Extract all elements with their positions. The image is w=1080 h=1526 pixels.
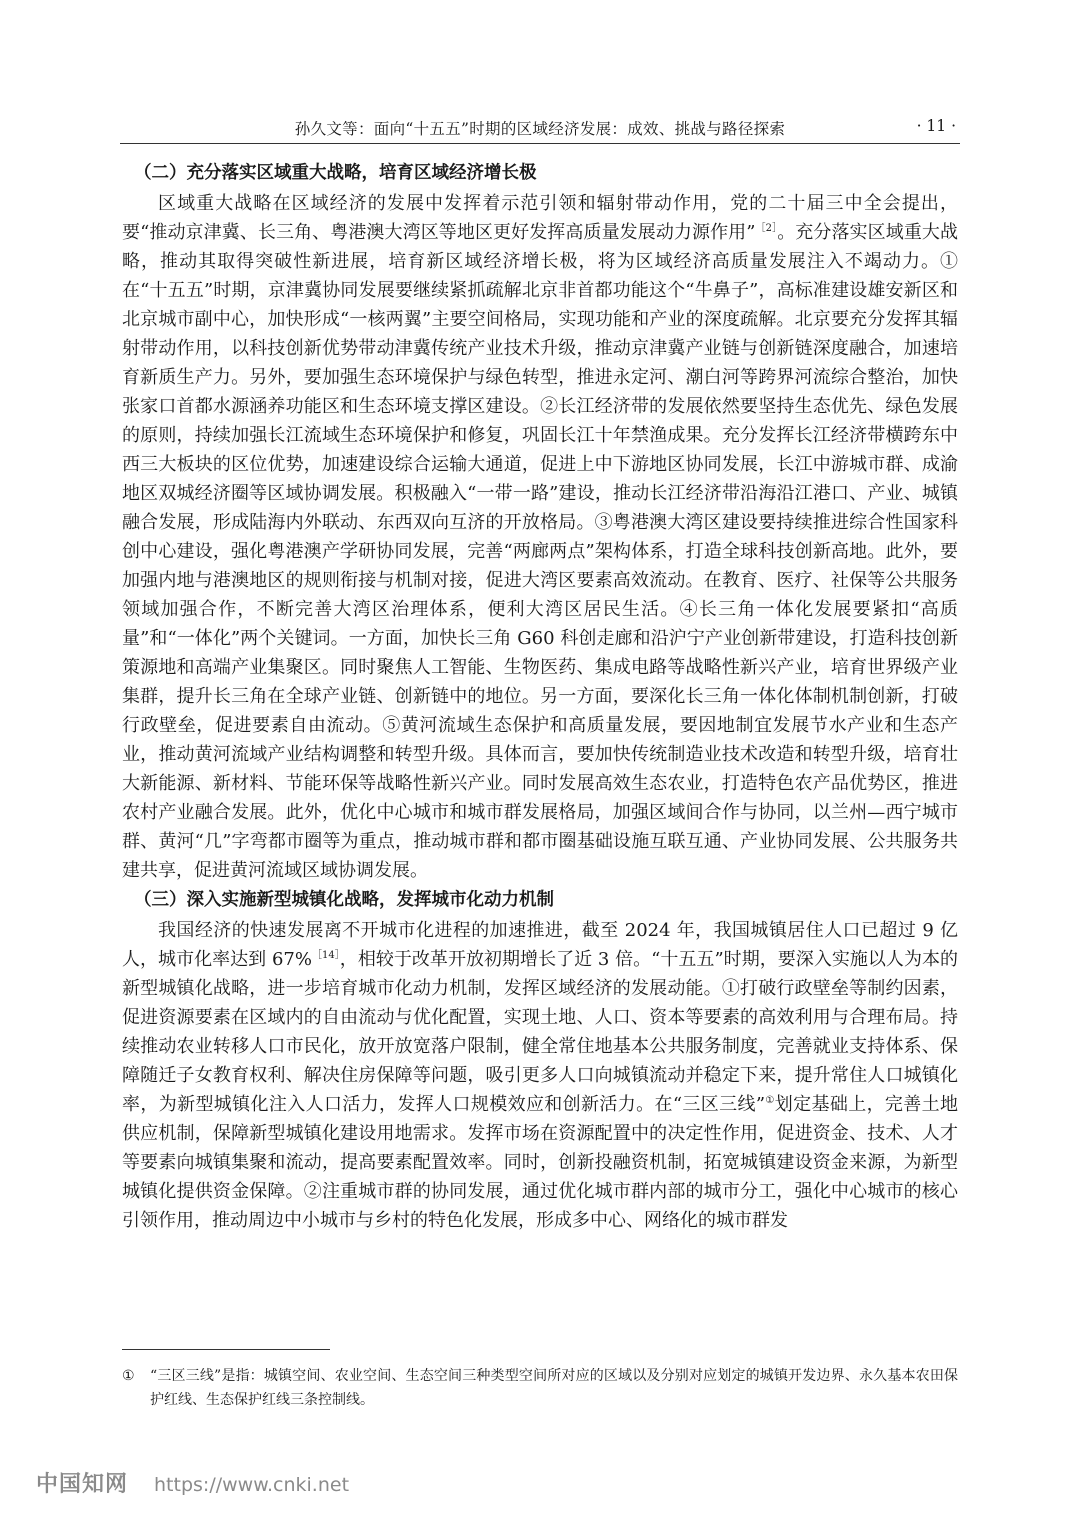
section-2-heading: （二）充分落实区域重大战略，培育区域经济增长极 — [134, 163, 537, 183]
section-3-text-c: 划定基础上，完善土地供应机制，保障新型城镇化建设用地需求。发挥市场在资源配置中的决定性作用，促进资金、技术、人才等要素向城镇集聚和流动，提高要素配置效率。同时，创新投融资机制，拓宽城镇建设资金来源，为新型城镇化提供资金保障。②注重城市群的协同发展，通过优化城市群内部的城市分工，强化中心城市的核心引领作用，推动周边中小城市与乡村的特色化发展，形成多中心、网络化的城市群发 — [122, 1094, 959, 1231]
running-title: 孙久文等：面向“十五五”时期的区域经济发展：成效、挑战与路径探索 — [294, 120, 786, 138]
running-header — [120, 111, 960, 144]
article-body — [122, 158, 958, 1235]
footnote-reference[interactable]: ① — [765, 1095, 775, 1106]
cnki-logo: 中国知网 — [36, 1472, 129, 1497]
section-2-text-a: 区域重大战略在区域经济的发展中发挥着示范引领和辐射带动作用，党的二十届三中全会提出，要“推动京津冀、长三角、粤港澳大湾区等地区更好发挥高质量发展动力源作用” — [122, 193, 958, 243]
section-3-paragraph — [122, 916, 958, 1235]
footnote-divider — [122, 1349, 330, 1350]
footnote — [122, 1364, 958, 1412]
section-3-heading: （三）深入实施新型城镇化战略，发挥城市化动力机制 — [134, 890, 554, 910]
citation-2[interactable]: ［2］ — [755, 223, 778, 234]
footnote-text: “三区三线”是指：城镇空间、农业空间、生态空间三种类型空间所对应的区域以及分别对应划定的城镇开发边界、永久基本农田保护红线、生态保护红线三条控制线。 — [150, 1368, 958, 1408]
section-3-text-a: 我国经济的快速发展离不开城市化进程的加速推进，截至 2024 年，我国城镇居住人口已超过 9 亿人，城市化率达到 67% — [122, 920, 958, 970]
section-3-text-b: ，相较于改革开放初期增长了近 3 倍。“十五五”时期，要深入实施以人为本的新型城镇化战略，进一步培育城市化动力机制，发挥区域经济的发展动能。①打破行政壁垒等制约因素，促进资源要素在区域内的自由流动与优化配置，实现土地、人口、资本等要素的高效利用与合理布局。持续推动农业转移人口市民化，放开放宽落户限制，健全常住地基本公共服务制度，完善就业支持体系、保障随迁子女教育权利、解决住房保障等问题，吸引更多人口向城镇流动并稳定下来，提升常住人口城镇化率，为新型城镇化注入人口活力，发挥人口规模效应和创新活力。在“三区三线” — [122, 949, 958, 1115]
page-number: · 11 · — [916, 117, 956, 135]
cnki-url-link[interactable]: https://www.cnki.net — [154, 1474, 350, 1496]
section-2-paragraph — [122, 189, 958, 885]
footnote-mark: ① — [122, 1368, 135, 1384]
section-2-text-b: 。充分落实区域重大战略，推动其取得突破性新进展，培育新区域经济增长极，将为区域经济高质量发展注入不竭动力。①在“十五五”时期，京津冀协同发展要继续紧抓疏解北京非首都功能这个“牛鼻子”，高标准建设雄安新区和北京城市副中心，加快形成“一核两翼”主要空间格局，实现功能和产业的深度疏解。北京要充分发挥其辐射带动作用，以科技创新优势带动津冀传统产业技术升级，推动京津冀产业链与创新链深度融合，加速培育新质生产力。另外，要加强生态环境保护与绿色转型，推进永定河、潮白河等跨界河流综合整治，加快张家口首都水源涵养功能区和生态环境支撑区建设。②长江经济带的发展依然要坚持生态优先、绿色发展的原则，持续加强长江流域生态环境保护和修复，巩固长江十年禁渔成果。充分发挥长江经济带横跨东中西三大板块的区位优势，加速建设综合运输大通道，促进上中下游地区协同发展，长江中游城市群、成渝地区双城经济圈等区域协调发展。积极融入“一带一路”建设，推动长江经济带沿海沿江港口、产业、城镇融合发展，形成陆海内外联动、东西双向互济的开放格局。③粤港澳大湾区建设要持续推进综合性国家科创中心建设，强化粤港澳产学研协同发展，完善“两廊两点”架构体系，打造全球科技创新高地。此外，要加强内地与港澳地区的规则衔接与机制对接，促进大湾区要素高效流动。在教育、医疗、社保等公共服务领域加强合作，不断完善大湾区治理体系，便利大湾区居民生活。④长三角一体化发展要紧扣“高质量”和“一体化”两个关键词。一方面，加快长三角 G60 科创走廊和沿沪宁产业创新带建设，打造科技创新策源地和高端产业集聚区。同时聚焦人工智能、生物医药、集成电路等战略性新兴产业，培育世界级产业集群，提升长三角在全球产业链、创新链中的地位。另一方面，要深化长三角一体化体制机制创新，打破行政壁垒，促进要素自由流动。⑤黄河流域生态保护和高质量发展，要因地制宜发展节水产业和生态产业，推动黄河流域产业结构调整和转型升级。具体而言，要加快传统制造业技术改造和转型升级，培育壮大新能源、新材料、节能环保等战略性新兴产业。同时发展高效生态农业，打造特色农产品优势区，推进农村产业融合发展。此外，优化中心城市和城市群发展格局，加强区域间合作与协同，以兰州—西宁城市群、黄河“几”字弯都市圈等为重点，推动城市群和都市圈基础设施互联互通、产业协同发展、公共服务共建共享，促进黄河流域区域协调发展。 — [122, 222, 958, 881]
citation-14[interactable]: ［14］ — [311, 950, 340, 961]
cnki-watermark — [36, 1467, 349, 1497]
